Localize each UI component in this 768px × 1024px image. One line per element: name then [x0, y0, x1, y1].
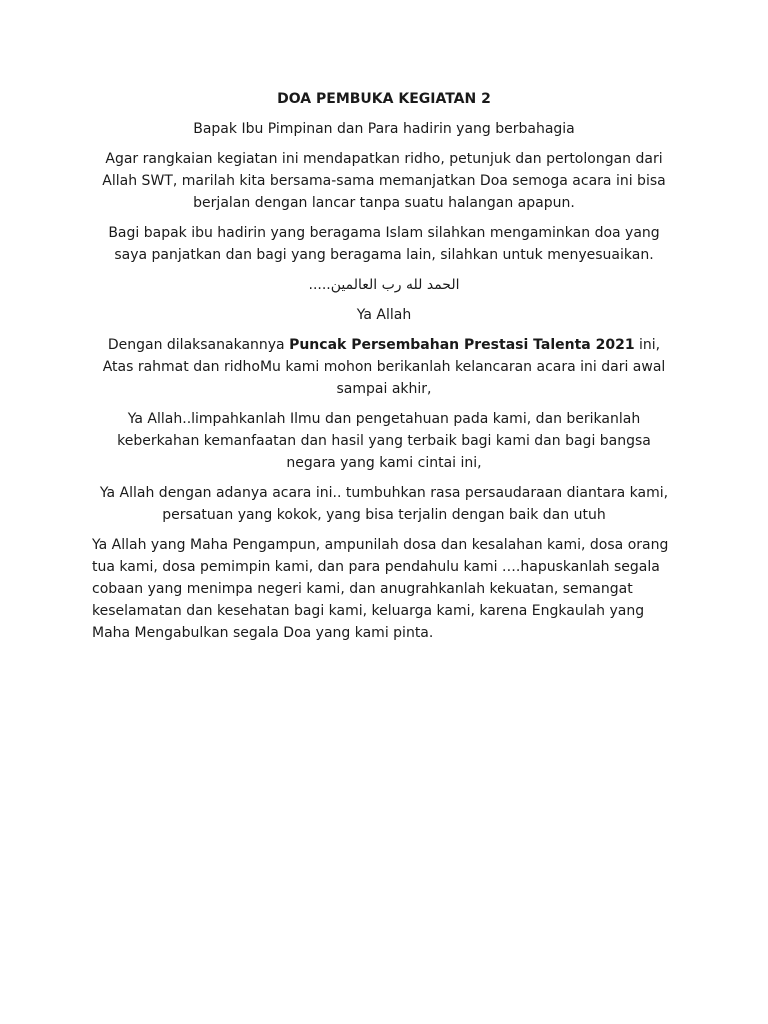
invitation-paragraph: Bagi bapak ibu hadirin yang beragama Islam silahkan mengaminkan doa yang saya panjatkan dan bagi yang beragama lain, silahkan untuk menyesuaikan. [108, 225, 660, 263]
event-name: Puncak Persembahan Prestasi Talenta 2021 [289, 337, 635, 353]
intro-paragraph: Agar rangkaian kegiatan ini mendapatkan ridho, petunjuk dan pertolongan dari Allah SWT, marilah kita bersama-sama memanjatkan Doa semoga acara ini bisa berjalan dengan lancar tanpa suatu halangan apapun. [102, 151, 666, 211]
knowledge-paragraph: Ya Allah..limpahkanlah Ilmu dan pengetahuan pada kami, dan berikanlah keberkahan kemanfaatan dan hasil yang terbaik bagi kami dan bagi bangsa negara yang kami cintai ini, [117, 411, 651, 471]
brotherhood-paragraph: Ya Allah dengan adanya acara ini.. tumbuhkan rasa persaudaraan diantara kami, persatuan yang kokok, yang bisa terjalin dengan baik dan utuh [99, 485, 669, 523]
event-paragraph-rest: ini, Atas rahmat dan ridhoMu kami mohon berikanlah kelancaran acara ini dari awal sampai akhir, [102, 337, 666, 397]
document-title: DOA PEMBUKA KEGIATAN 2 [277, 91, 491, 107]
ya-allah-heading: Ya Allah [356, 307, 412, 323]
forgiveness-paragraph: Ya Allah yang Maha Pengampun, ampunilah dosa dan kesalahan kami, dosa orang tua kami, dosa pemimpin kami, dan para pendahulu kami ….hapuskanlah segala cobaan yang menimpa negeri kami, dan anugrahkanlah kekuatan, semangat keselamatan dan kesehatan bagi kami, keluarga kami, karena Engkaulah yang Maha Mengabulkan segala Doa yang kami pinta. [92, 537, 669, 641]
arabic-praise-line: الحمد لله رب العالمين..... [308, 277, 460, 293]
event-paragraph [92, 334, 676, 400]
greeting-paragraph: Bapak Ibu Pimpinan dan Para hadirin yang berbahagia [193, 121, 575, 137]
document-page [92, 88, 676, 652]
event-paragraph-lead: Dengan dilaksanakannya [107, 337, 290, 353]
